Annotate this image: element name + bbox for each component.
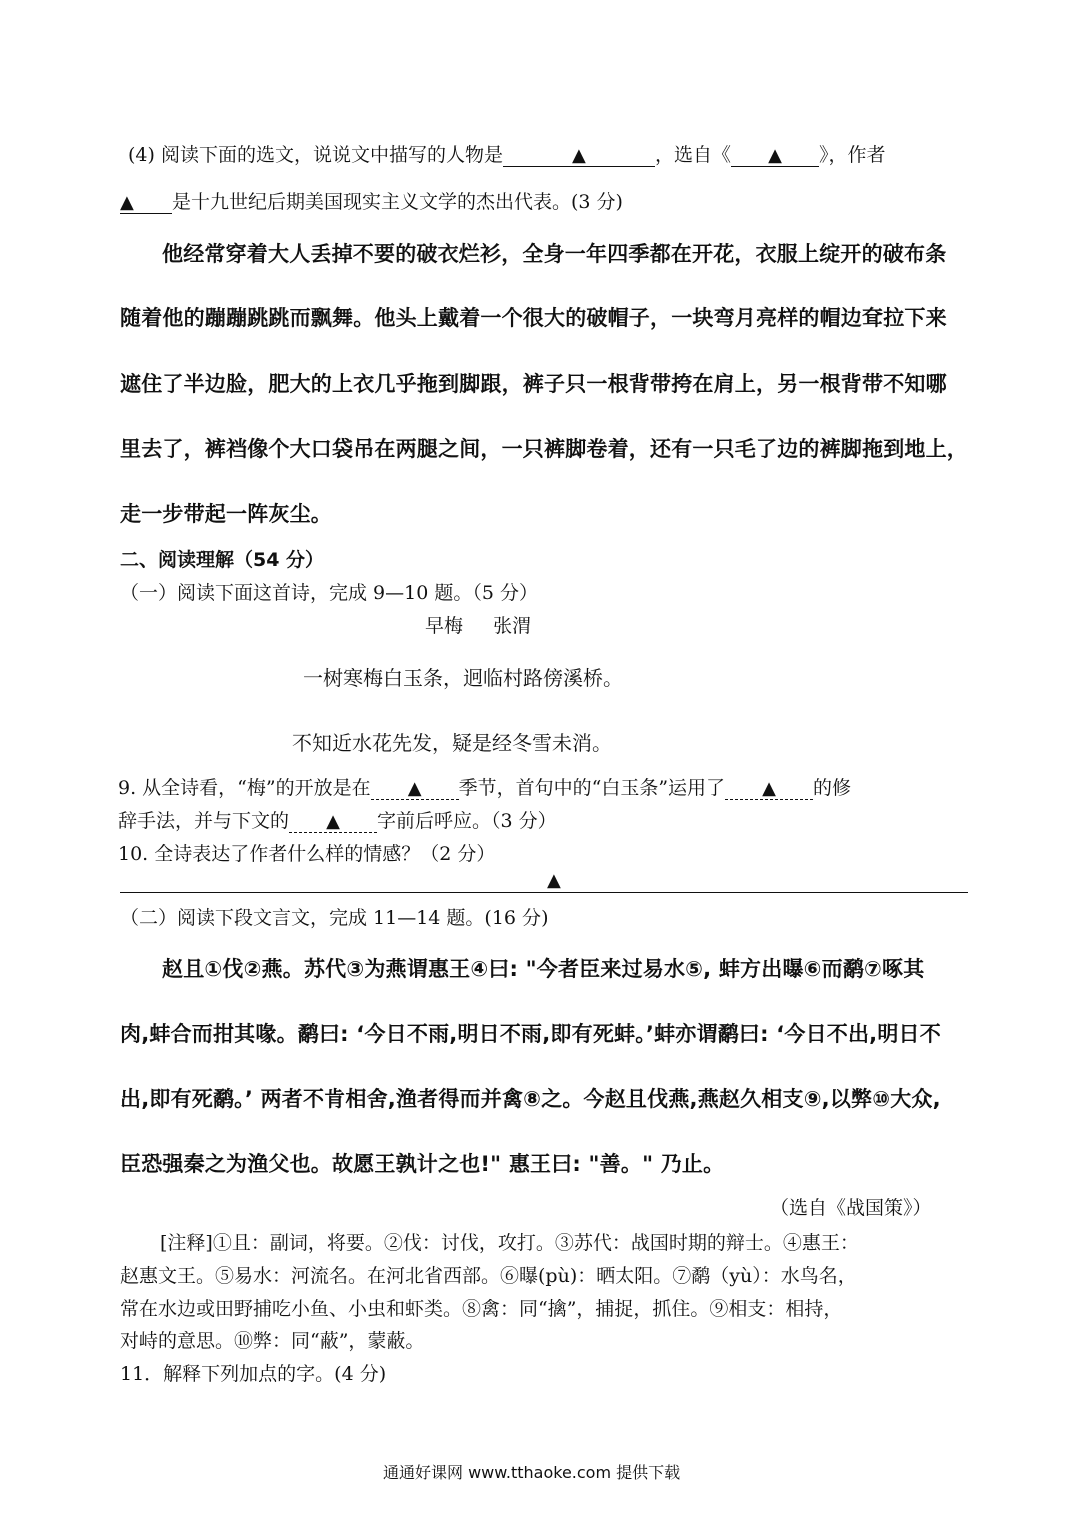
q4-text-b: ，选自《 <box>654 144 731 166</box>
q4-blank-author <box>120 192 172 214</box>
q4-blank-book <box>731 145 819 167</box>
passage2-line: 肉,蚌合而拑其喙。鹬曰: ‘今日不雨,明日不雨,即有死蚌。’蚌亦谓鹬曰: ‘今日不出,明日不 <box>120 1022 941 1046</box>
poem-author: 张渭 <box>493 615 532 637</box>
q10-answer-line <box>120 892 968 893</box>
blank-mark: ▲ <box>572 145 586 166</box>
page-footer: 通通好课网 www.tthaoke.com 提供下载 <box>383 1463 681 1482</box>
poem-line: 一树寒梅白玉条，迥临村路傍溪桥。 <box>303 666 623 690</box>
blank-mark: ▲ <box>768 145 782 166</box>
poem-line: 不知近水花先发，疑是经冬雪未消。 <box>292 731 612 755</box>
blank-mark: ▲ <box>762 778 776 799</box>
part1-intro: （一）阅读下面这首诗，完成 9—10 题。（5 分） <box>120 582 538 604</box>
passage1-line: 走一步带起一阵灰尘。 <box>120 502 332 526</box>
passage1-line: 随着他的蹦蹦跳跳而飘舞。他头上戴着一个很大的破帽子，一块弯月亮样的帽边耷拉下来 <box>120 306 947 330</box>
q4-line-1 <box>128 140 886 167</box>
passage2-line: 臣恐强秦之为渔父也。故愿王孰计之也!" 惠王曰: "善。" 乃止。 <box>120 1152 725 1176</box>
section-title: 二、阅读理解（54 分） <box>120 549 325 571</box>
poem-title: 早梅 <box>425 615 464 637</box>
blank-mark: ▲ <box>326 811 340 832</box>
q9-text-b: 季节，首句中的“白玉条”运用了 <box>458 777 726 799</box>
passage1-line: 里去了，裤裆像个大口袋吊在两腿之间，一只裤脚卷着，还有一只毛了边的裤脚拖到地上， <box>120 437 968 461</box>
q9-blank-rhetoric <box>725 778 813 800</box>
note-line: 常在水边或田野捕吃小鱼、小虫和虾类。⑧禽：同“擒”，捕捉，抓住。⑨相支：相持， <box>120 1298 843 1320</box>
q4-line-2 <box>120 187 623 214</box>
q4-text-d: 是十九世纪后期美国现实主义文学的杰出代表。(3 分) <box>172 191 623 213</box>
q9-text-a: 9. 从全诗看，“梅”的开放是在 <box>118 777 371 799</box>
q10-answer-mark: ▲ <box>547 870 561 891</box>
passage1-line: 他经常穿着大人丢掉不要的破衣烂衫，全身一年四季都在开花，衣服上绽开的破布条 <box>162 242 947 266</box>
q4-text-c: 》，作者 <box>818 144 886 166</box>
q11-question: 11．解释下列加点的字。(4 分) <box>120 1363 387 1385</box>
q9-line-2 <box>118 806 557 833</box>
q9-blank-season <box>371 778 459 800</box>
blank-mark: ▲ <box>407 778 422 799</box>
part2-intro: （二）阅读下段文言文，完成 11—14 题。(16 分) <box>120 907 549 929</box>
passage2-source: （选自《战国策》） <box>770 1197 932 1219</box>
q9-text-d: 辞手法，并与下文的 <box>118 810 290 832</box>
note-line: [注释]①且：副词，将要。②伐：讨伐，攻打。③苏代：战国时期的辩士。④惠王： <box>160 1232 859 1254</box>
note-line: 赵惠文王。⑤易水：河流名。在河北省西部。⑥曝(pù)：晒太阳。⑦鹬（yù）：水鸟名， <box>120 1265 857 1287</box>
q9-text-c: 的修 <box>813 777 852 799</box>
q9-text-e: 字前后呼应。（3 分） <box>377 810 557 832</box>
q4-text-a: (4) 阅读下面的选文，说说文中描写的人物是 <box>128 144 503 166</box>
q4-blank-character <box>503 145 655 167</box>
passage2-line: 出,即有死鹬。’ 两者不肯相舍,渔者得而并禽⑧之。今赵且伐燕,燕赵久相支⑨,以弊⑩大众, <box>120 1087 941 1111</box>
poem-heading <box>425 611 531 638</box>
q10-question: 10. 全诗表达了作者什么样的情感？（2 分） <box>118 843 496 865</box>
passage2-line: 赵且①伐②燕。苏代③为燕谓惠王④曰: "今者臣来过易水⑤, 蚌方出曝⑥而鹬⑦啄其 <box>162 957 925 981</box>
q9-blank-word <box>289 811 377 833</box>
passage1-line: 遮住了半边脸，肥大的上衣几乎拖到脚跟，裤子只一根背带挎在肩上，另一根背带不知哪 <box>120 372 947 396</box>
q9-line-1 <box>118 773 851 800</box>
blank-mark: ▲ <box>120 192 134 213</box>
note-line: 对峙的意思。⑩弊：同“蔽”，蒙蔽。 <box>120 1330 425 1352</box>
